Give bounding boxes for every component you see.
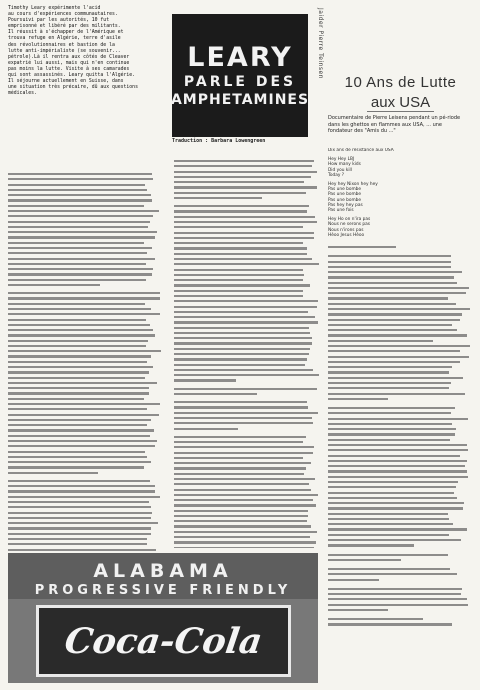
text-line: [328, 329, 457, 331]
text-line: [328, 559, 401, 561]
text-line: [174, 494, 318, 496]
text-line: [174, 306, 317, 308]
text-line: [174, 417, 312, 419]
text-line: [8, 199, 152, 201]
text-line: [174, 436, 306, 438]
text-line: [8, 472, 98, 474]
text-line: [8, 189, 147, 191]
text-line: [174, 176, 311, 178]
text-line: [328, 407, 455, 409]
text-line: [174, 406, 308, 408]
text-line: [328, 623, 452, 625]
text-line: [328, 345, 470, 347]
text-line: [8, 258, 155, 260]
banner-alabama-text: ALABAMA: [93, 560, 233, 582]
text-line: [174, 192, 306, 194]
text-line: [8, 543, 147, 545]
text-line: [328, 497, 457, 499]
text-line: [174, 316, 315, 318]
chant-line: Did you kill: [328, 167, 352, 173]
text-line: [8, 236, 155, 238]
text-line: [174, 374, 319, 376]
leary-subtitle-parle: PARLE DES: [183, 73, 297, 90]
text-line: [328, 297, 448, 299]
text-line: [8, 512, 152, 514]
text-line: [8, 231, 157, 233]
text-line: [174, 353, 309, 355]
chant-list: [328, 148, 473, 238]
text-line: [328, 387, 449, 389]
right-intro: Documentaire de Pierre Leisens pendant un pé-riode dans les ghettos en flammes aux USA, ... une fondateur des "Amis du ...": [328, 115, 461, 135]
text-line: [328, 428, 456, 430]
text-line: [8, 247, 152, 249]
text-line: [8, 221, 150, 223]
text-line: [8, 319, 146, 321]
right-article-title: [328, 74, 473, 112]
text-line: [174, 358, 307, 360]
text-line: [8, 350, 161, 352]
text-line: [8, 194, 151, 196]
article-column-3: [328, 148, 473, 688]
text-line: [174, 165, 312, 167]
coca-cola-logo: [36, 605, 291, 677]
text-line: [328, 528, 467, 530]
text-line: [8, 533, 151, 535]
chant-line: Pas une bombe: [328, 192, 362, 198]
text-line: [174, 160, 314, 162]
text-line: [328, 255, 451, 257]
text-line: [174, 311, 308, 313]
text-line: [174, 379, 236, 381]
text-line: [8, 226, 148, 228]
text-line: [8, 461, 151, 463]
text-line: [328, 502, 464, 504]
text-line: [328, 476, 468, 478]
chant-line: Hey Ho on n'ira pas: [328, 217, 371, 223]
text-line: [8, 382, 157, 384]
text-line: [8, 279, 146, 281]
text-line: [8, 419, 151, 421]
text-line: [174, 290, 303, 292]
text-line: [8, 215, 153, 217]
text-line: [8, 242, 144, 244]
text-line: [328, 423, 452, 425]
text-line: [8, 480, 150, 482]
alabama-banner: [8, 553, 318, 683]
text-line: [174, 531, 317, 533]
chant-line: Nous ne serons pas: [328, 222, 371, 228]
text-line: [328, 377, 463, 379]
text-line: [174, 467, 306, 469]
text-line: [8, 184, 145, 186]
text-line: [328, 604, 468, 606]
text-line: [328, 261, 451, 263]
text-line: [328, 507, 463, 509]
text-line: [328, 444, 467, 446]
text-line: [328, 282, 457, 284]
text-line: [8, 485, 155, 487]
text-line: [174, 327, 309, 329]
text-line: [174, 186, 317, 188]
text-line: [8, 355, 151, 357]
text-line: [8, 284, 100, 286]
text-line: [174, 547, 314, 548]
text-line: [328, 579, 379, 581]
text-line: [328, 246, 396, 248]
text-line: [174, 510, 308, 512]
text-line: [328, 465, 465, 467]
text-line: [174, 242, 303, 244]
text-line: [174, 515, 308, 517]
text-line: [328, 334, 467, 336]
chant-line: Today ?: [328, 172, 345, 178]
text-line: [328, 371, 449, 373]
text-line: [328, 486, 456, 488]
text-line: [8, 392, 149, 394]
text-line: [174, 205, 309, 207]
text-line: [8, 496, 160, 498]
right-title-line1: 10 Ans de Lutte: [344, 74, 457, 91]
text-line: [328, 276, 454, 278]
chant-line: Pas une bombe: [328, 197, 362, 203]
text-line: [8, 398, 144, 400]
text-line: [174, 520, 307, 522]
text-line: [328, 523, 453, 525]
text-line: [8, 408, 147, 410]
text-line: [8, 334, 155, 336]
text-line: [328, 313, 462, 315]
article-column-2: [174, 160, 319, 548]
text-line: [8, 440, 157, 442]
article-column-1: [8, 173, 161, 551]
text-line: [174, 348, 310, 350]
text-line: [328, 412, 451, 414]
coca-cola-wordmark: Coca-Cola: [62, 620, 265, 662]
text-line: [8, 522, 158, 524]
text-line: [328, 513, 448, 515]
text-line: [8, 297, 160, 299]
text-line: [8, 377, 145, 379]
text-line: [328, 481, 458, 483]
leary-subtitle-amphetamines: AMPHETAMINES: [170, 91, 310, 108]
text-line: [8, 205, 144, 207]
text-line: [8, 527, 151, 529]
chant-line: Hey Hey LBJ: [328, 157, 355, 163]
text-line: [8, 371, 149, 373]
text-line: [8, 501, 149, 503]
text-line: [8, 387, 149, 389]
text-line: [8, 517, 151, 519]
text-line: [8, 173, 152, 175]
text-line: [174, 258, 312, 260]
text-line: [174, 342, 312, 344]
text-line: [174, 412, 318, 414]
text-line: [174, 300, 318, 302]
text-line: [328, 292, 466, 294]
text-line: [174, 369, 313, 371]
text-line: [8, 435, 150, 437]
text-line: [174, 536, 310, 538]
text-line: [328, 266, 451, 268]
text-line: [328, 449, 468, 451]
text-line: [8, 178, 153, 180]
text-line: [174, 263, 319, 265]
text-line: [174, 541, 316, 543]
text-line: [328, 470, 467, 472]
text-line: [328, 393, 465, 395]
text-line: [328, 460, 467, 462]
text-line: [8, 324, 150, 326]
text-line: [8, 252, 147, 254]
text-line: [8, 549, 156, 551]
text-line: [328, 366, 452, 368]
text-line: [174, 364, 305, 366]
text-line: [328, 588, 462, 590]
text-line: [174, 279, 303, 281]
translation-credit: [172, 139, 320, 145]
vertical-caption: Jaider Pierre Teinsen: [317, 8, 324, 80]
text-line: [174, 441, 303, 443]
text-line: [8, 424, 147, 426]
text-line: [174, 269, 303, 271]
text-line: [328, 350, 460, 352]
chant-line: Pas une fois: [328, 208, 354, 214]
text-line: [8, 313, 160, 315]
text-line: [8, 263, 146, 265]
text-line: [174, 321, 318, 323]
leary-title-block: [172, 14, 308, 137]
text-line: [174, 457, 303, 459]
intro-paragraph: Timothy Leary expérimente l'acid au cours d'expériences communautaires. Poursuivi par les autorités, 10 fut emprisonné et libéré par des militants. Il réussit à s'échapper de l'Amérique et trouva refuge en Algérie, terre d'asile des révolutionnaires et bastion de la lutte anti-impérialiste (se souvenir... pétrole).Là il rentra aux côtés de Cleaver expatrié lui aussi, mais qui n'en continue pas moins la lutte. Visite à ses camarades qui sont assassinés. Leary quitta l'Algérie. Il séjourne actuellement en Suisse, dans une situation très précaire, dû aux questions médicales.: [8, 6, 138, 97]
text-line: [174, 393, 257, 395]
text-line: [174, 388, 317, 390]
text-line: [174, 247, 307, 249]
text-line: [174, 237, 314, 239]
text-line: [328, 287, 469, 289]
text-line: [8, 210, 159, 212]
text-line: [174, 499, 313, 501]
text-line: [8, 414, 159, 416]
chant-line: How many kids: [328, 162, 361, 168]
text-line: [8, 329, 153, 331]
text-line: [174, 274, 304, 276]
text-line: [174, 478, 315, 480]
text-line: [174, 226, 303, 228]
text-line: [328, 319, 460, 321]
text-line: [174, 284, 310, 286]
text-line: [8, 506, 151, 508]
text-line: [328, 382, 451, 384]
text-line: [174, 171, 317, 173]
text-line: [8, 445, 155, 447]
text-line: [328, 433, 455, 435]
text-line: [328, 324, 452, 326]
text-line: [174, 232, 314, 234]
chant-line: Hey hey Nixon hey hey: [328, 182, 378, 188]
text-line: [328, 439, 450, 441]
chant-line: Dix ans de résistance aux USA: [328, 148, 394, 153]
chant-line: Hèoo Jesus Hèoo: [328, 232, 365, 238]
text-line: [8, 308, 151, 310]
text-line: [174, 428, 238, 430]
text-line: [8, 273, 152, 275]
text-line: [8, 340, 148, 342]
text-line: [328, 598, 467, 600]
text-line: [174, 295, 303, 297]
text-line: [174, 422, 313, 424]
text-line: [174, 473, 304, 475]
text-line: [8, 403, 160, 405]
text-line: [8, 456, 147, 458]
text-line: [328, 544, 414, 546]
text-line: [328, 539, 461, 541]
text-line: [8, 451, 145, 453]
text-line: [328, 271, 462, 273]
text-line: [328, 418, 468, 420]
text-line: [174, 452, 313, 454]
text-line: [174, 489, 311, 491]
text-line: [8, 429, 154, 431]
text-line: [174, 337, 312, 339]
text-line: [174, 446, 314, 448]
text-line: [8, 268, 153, 270]
text-line: [174, 332, 310, 334]
text-line: [328, 356, 469, 358]
text-line: [174, 253, 307, 255]
text-line: [8, 345, 146, 347]
right-title-line2: aux USA: [367, 94, 434, 112]
text-line: [174, 216, 315, 218]
text-line: [174, 181, 304, 183]
text-line: [328, 340, 433, 342]
text-line: [328, 554, 448, 556]
chant-line: Nous n'irons pas: [328, 227, 364, 233]
text-line: [8, 361, 147, 363]
leary-title: LEARY: [187, 41, 293, 73]
chant-line: Pas hey hey pas: [328, 202, 363, 208]
text-line: [8, 490, 155, 492]
text-line: [328, 534, 449, 536]
text-line: [174, 197, 262, 199]
text-line: [174, 504, 316, 506]
text-line: [328, 518, 449, 520]
text-line: [8, 292, 160, 294]
translation-label: Traduction : Barbara Lowengreen: [172, 138, 266, 144]
text-line: [328, 609, 388, 611]
text-line: [174, 525, 311, 527]
text-line: [174, 462, 311, 464]
text-line: [328, 593, 461, 595]
text-line: [328, 361, 460, 363]
text-line: [8, 466, 144, 468]
text-line: [174, 221, 317, 223]
column-3-text: [328, 246, 473, 625]
text-line: [174, 483, 309, 485]
text-line: [328, 308, 470, 310]
chant-line: Pas une bombe: [328, 187, 362, 193]
text-line: [328, 492, 454, 494]
text-line: [328, 398, 388, 400]
text-line: [174, 210, 307, 212]
text-line: [174, 401, 307, 403]
text-line: [8, 303, 145, 305]
text-line: [8, 538, 147, 540]
text-line: [328, 568, 450, 570]
text-line: [328, 573, 457, 575]
text-line: [328, 303, 456, 305]
text-line: [8, 366, 153, 368]
banner-slogan-text: PROGRESSIVE FRIENDLY: [34, 583, 292, 598]
text-line: [328, 618, 423, 620]
text-line: [328, 455, 460, 457]
